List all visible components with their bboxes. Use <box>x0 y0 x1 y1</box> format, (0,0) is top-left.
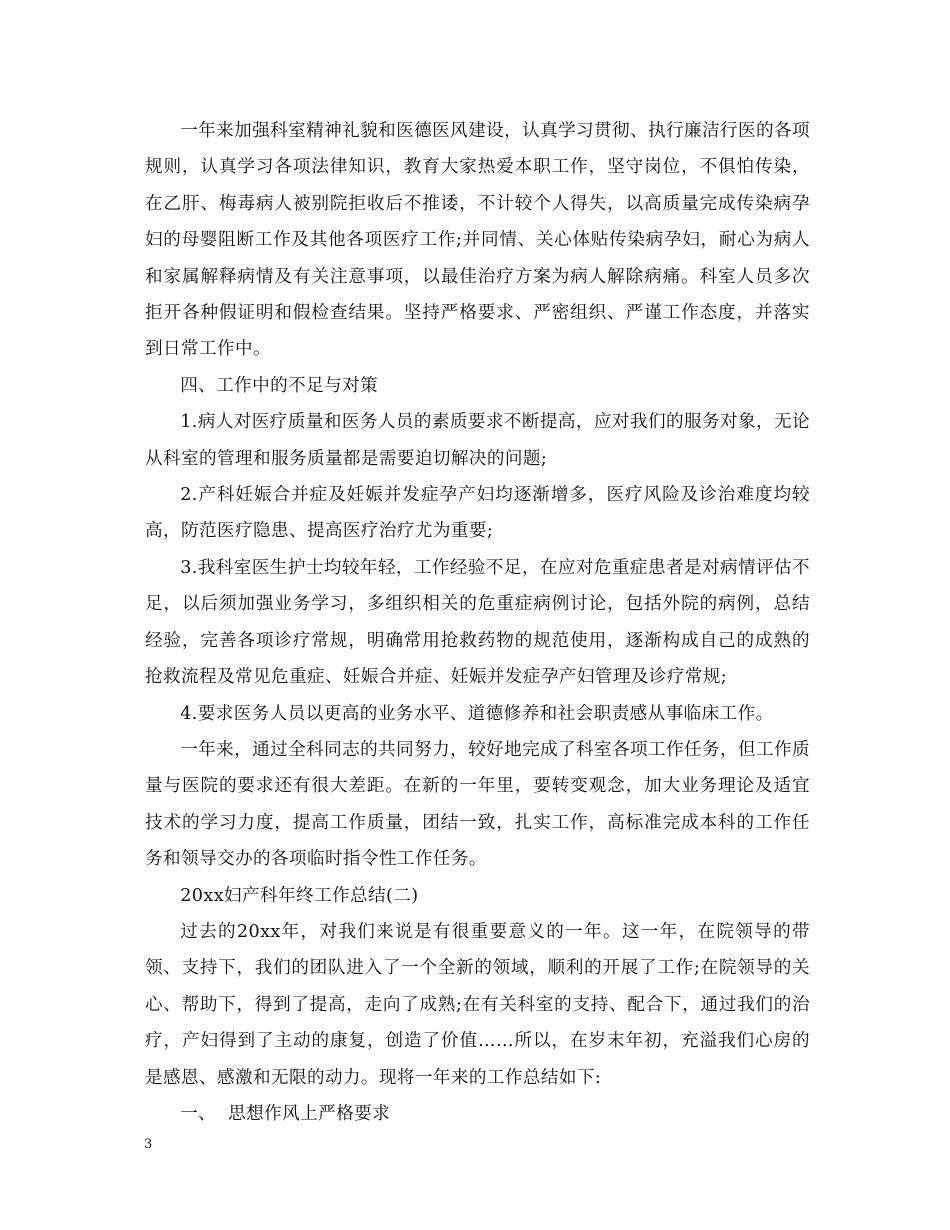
page-number: 3 <box>144 1137 153 1152</box>
section-title-part-two: 20xx妇产科年终工作总结(二) <box>180 885 419 906</box>
list-item-1: 1.病人对医疗质量和医务人员的素质要求不断提高，应对我们的服务对象，无论从科室的管理和服务质量都是需要迫切解决的问题; <box>145 412 810 469</box>
list-item-4: 4.要求医务人员以更高的业务水平、道德修养和社会职责感从事临床工作。 <box>180 703 774 724</box>
paragraph-conclusion: 一年来，通过全科同志的共同努力，较好地完成了科室各项工作任务，但工作质量与医院的要求还有很大差距。在新的一年里，要转变观念，加大业务理论及适宜技术的学习力度，提高工作质量，团结一致，扎实工作，高标准完成本科的工作任务和领导交办的各项临时指令性工作任务。 <box>145 739 810 870</box>
list-item-2: 2.产科妊娠合并症及妊娠并发症孕产妇均逐渐增多，医疗风险及诊治难度均较高，防范医疗隐患、提高医疗治疗尤为重要; <box>145 485 810 542</box>
section-heading-thought-style: 一、 思想作风上严格要求 <box>180 1103 391 1124</box>
document-body <box>145 113 810 1132</box>
section-heading-shortcomings: 四、工作中的不足与对策 <box>180 375 379 396</box>
paragraph-ethics: 一年来加强科室精神礼貌和医德医风建设，认真学习贯彻、执行廉洁行医的各项规则，认真学习各项法律知识，教育大家热爱本职工作，坚守岗位，不俱怕传染，在乙肝、梅毒病人被别院拒收后不推诿，不计较个人得失，以高质量完成传染病孕妇的母婴阻断工作及其他各项医疗工作;并同情、关心体贴传染病孕妇，耐心为病人和家属解释病情及有关注意事项，以最佳治疗方案为病人解除病痛。科室人员多次拒开各种假证明和假检查结果。坚持严格要求、严密组织、严谨工作态度，并落实到日常工作中。 <box>145 121 810 360</box>
paragraph-intro-part-two: 过去的20xx年，对我们来说是有很重要意义的一年。这一年，在院领导的带领、支持下，我们的团队进入了一个全新的领域，顺利的开展了工作;在院领导的关心、帮助下，得到了提高，走向了成熟;在有关科室的支持、配合下，通过我们的治疗，产妇得到了主动的康复，创造了价值……所以，在岁末年初，充溢我们心房的是感恩、感激和无限的动力。现将一年来的工作总结如下: <box>145 921 810 1088</box>
list-item-3: 3.我科室医生护士均较年轻，工作经验不足，在应对危重症患者是对病情评估不足，以后须加强业务学习，多组织相关的危重症病例讨论，包括外院的病例，总结经验，完善各项诊疗常规，明确常用抢救药物的规范使用，逐渐构成自己的成熟的抢救流程及常见危重症、妊娠合并症、妊娠并发症孕产妇管理及诊疗常规; <box>145 557 810 688</box>
